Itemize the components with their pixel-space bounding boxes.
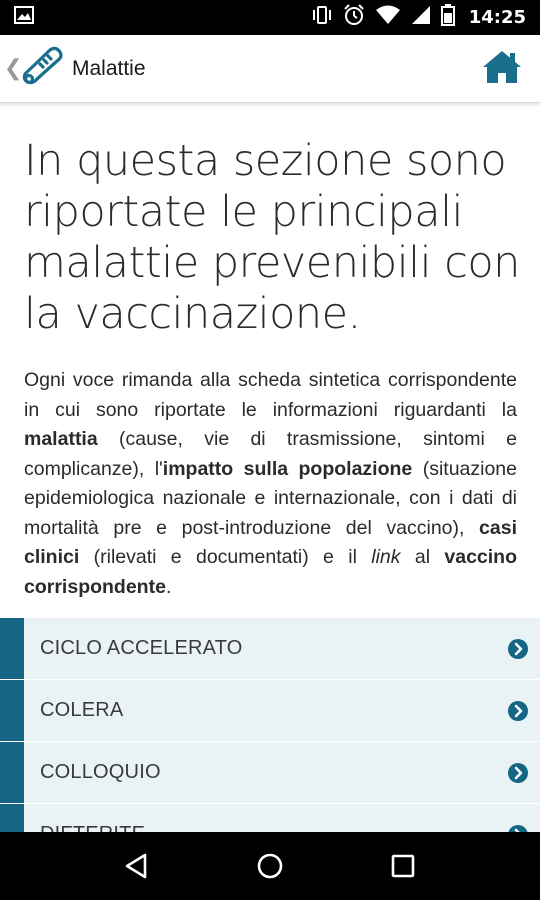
back-triangle-icon[interactable] bbox=[107, 836, 167, 896]
app-title: Malattie bbox=[72, 56, 146, 80]
intro-bold-casi-clinici: casi clinici bbox=[24, 516, 517, 568]
alarm-icon bbox=[343, 4, 365, 31]
list-item-label: COLERA bbox=[40, 699, 124, 721]
intro-bold-vaccino: vaccino corrispondente bbox=[24, 546, 517, 598]
list-item-colloquio[interactable] bbox=[0, 742, 540, 804]
recents-square-icon[interactable] bbox=[373, 836, 433, 896]
navigation-bar bbox=[0, 832, 540, 900]
status-time: 14:25 bbox=[468, 7, 526, 28]
page-headline: In questa sezione sono riportate le principali malattie prevenibili con la vaccinazione. bbox=[24, 136, 520, 339]
vibrate-icon bbox=[311, 5, 333, 30]
intro-text: Ogni voce rimanda alla scheda sintetica corrispondente in cui sono riportate le informazioni riguardanti la bbox=[24, 369, 517, 421]
list-item-accent-bar bbox=[0, 618, 24, 679]
list-item-label: COLLOQUIO bbox=[40, 761, 161, 783]
intro-text: . bbox=[165, 575, 172, 598]
list-item-accent-bar bbox=[0, 680, 24, 741]
wifi-icon bbox=[375, 5, 401, 30]
list-item-accent-bar bbox=[0, 742, 24, 803]
intro-text: al bbox=[400, 546, 445, 568]
app-bar bbox=[0, 35, 540, 103]
intro-text: (cause, vie di trasmissione, sintomi e complicanze), l' bbox=[24, 428, 517, 480]
list-item-ciclo-accelerato[interactable] bbox=[0, 618, 540, 680]
content-area bbox=[0, 104, 540, 832]
home-circle-icon[interactable] bbox=[240, 836, 300, 896]
intro-bold-impatto: impatto sulla popolazione bbox=[162, 457, 413, 480]
battery-icon bbox=[441, 4, 455, 31]
list-item-colera[interactable] bbox=[0, 680, 540, 742]
back-chevron-icon[interactable]: ❮ bbox=[4, 56, 23, 81]
disease-list bbox=[0, 618, 540, 866]
intro-italic-link: link bbox=[371, 546, 401, 568]
chevron-right-icon bbox=[508, 701, 528, 726]
home-icon[interactable] bbox=[482, 49, 522, 90]
chevron-right-icon bbox=[508, 639, 528, 664]
intro-text: (rilevati e documentati) e il bbox=[79, 546, 372, 568]
signal-icon bbox=[411, 5, 431, 30]
intro-paragraph bbox=[24, 366, 517, 602]
thermometer-icon[interactable] bbox=[20, 44, 64, 93]
chevron-right-icon bbox=[508, 763, 528, 788]
intro-text: (situazione epidemiologica nazionale e internazionale, con i dati di mortalità pre e post-introduzione del vaccino), bbox=[24, 457, 517, 539]
intro-bold-malattia: malattia bbox=[24, 428, 98, 450]
image-notification-icon bbox=[14, 6, 34, 29]
list-item-label: CICLO ACCELERATO bbox=[40, 637, 243, 659]
status-bar bbox=[0, 0, 540, 35]
